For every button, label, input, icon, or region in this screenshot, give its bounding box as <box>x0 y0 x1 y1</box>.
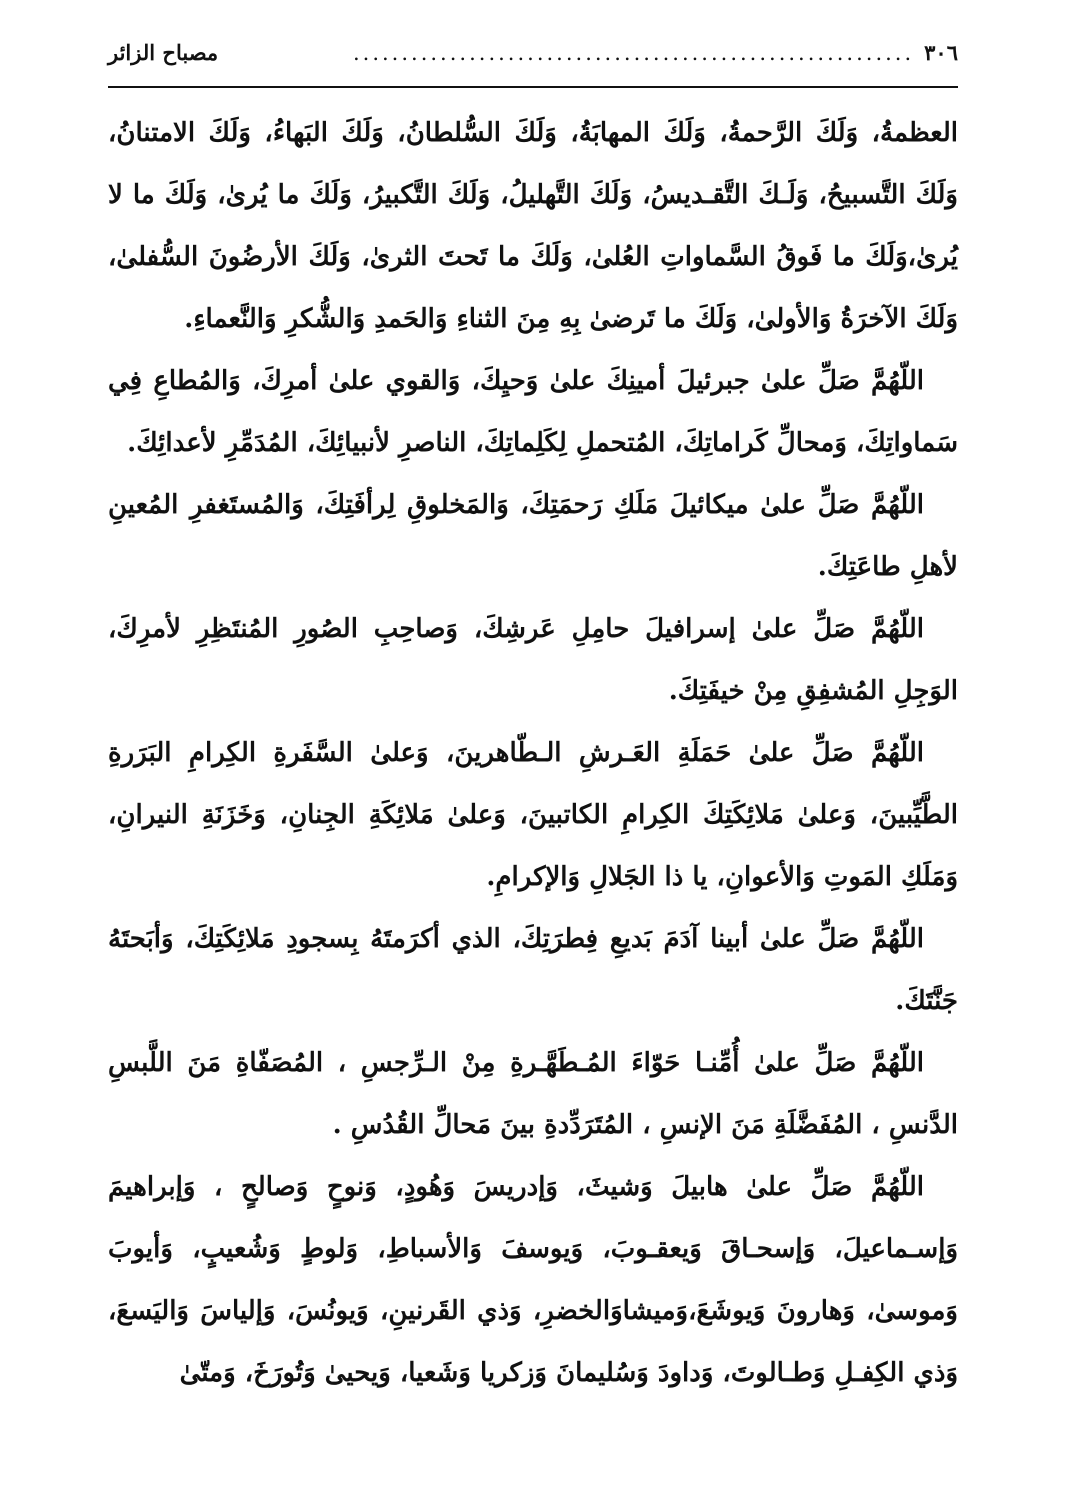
page-body <box>108 102 958 1404</box>
paragraph-prophets: اللّهُمَّ صَلِّ علىٰ هابيلَ وَشيثَ، وَإدريسَ وَهُودٍ، وَنوحٍ وَصالحٍ ، وَإبراهيمَ وَإسـماعيلَ، وَإسحـاقَ وَيعقـوبَ، وَيوسفَ وَالأسباطِ، وَلوطٍ وَشُعيبٍ، وَأيوبَ وَموسىٰ، وَهارونَ وَيوشَعَ،وَميشاوَالخضرِ، وَذي القَرنينِ، وَيونُسَ، وَإلياسَ وَاليَسعَ، وَذي الكِفـلِ وَطـالوتَ، وَداودَ وَسُليمانَ وَزكريا وَشَعيا، وَيحيىٰ وَتُورَخَ، وَمتّىٰ <box>108 1172 958 1388</box>
paragraph-hawwa: اللّهُمَّ صَلِّ علىٰ أُمِّنـا حَوّاءَ المُـطَهَّـرةِ مِنْ الـرِّجسِ ، المُصَفّاةِ مَنَ اللَّبسِ الدَّنسِ ، المُفَضَّلَةِ مَنَ الإنسِ ، المُتَرَدِّدةِ بينَ مَحالِّ القُدُسِ . <box>108 1048 958 1140</box>
header-leader-dots: .......................................................... <box>352 41 915 65</box>
paragraph-mikail: اللّهُمَّ صَلِّ علىٰ ميكائيلَ مَلَكِ رَحمَتِكَ، وَالمَخلوقِ لِرأفَتِكَ، وَالمُستَغفرِ المُعينِ لأهلِ طاعَتِكَ. <box>108 490 958 582</box>
paragraph-continuation: العظمةُ، وَلَكَ الرَّحمةُ، وَلَكَ المهابَةُ، وَلَكَ السُّلطانُ، وَلَكَ البَهاءُ، وَلَكَ الامتنانُ، وَلَكَ التَّسبيحُ، وَلَـكَ التَّقـديسُ، وَلَكَ التَّهليلُ، وَلَكَ التَّكبيرُ، وَلَكَ ما يُرىٰ، وَلَكَ ما لا يُرىٰ،وَلَكَ ما فَوقُ السَّماواتِ العُلىٰ، وَلَكَ ما تَحتَ الثرىٰ، وَلَكَ الأرضُونَ السُّفلىٰ، وَلَكَ الآخرَةُ وَالأولىٰ، وَلَكَ ما تَرضىٰ بِهِ مِنَ الثناءِ وَالحَمدِ وَالشُّكرِ وَالنَّعماءِ. <box>108 118 958 334</box>
running-header <box>108 40 958 88</box>
paragraph-jibril: اللّهُمَّ صَلِّ علىٰ جبرئيلَ أمينِكَ علىٰ وَحيِكَ، وَالقوي علىٰ أمرِكَ، وَالمُطاعِ فِي سَماواتِكَ، وَمحالِّ كَراماتِكَ، المُتحملِ لِكَلِماتِكَ، الناصرِ لأنبيائِكَ، المُدَمِّرِ لأعدائِكَ. <box>108 366 958 458</box>
page-number: ٣٠٦ <box>924 40 958 65</box>
paragraph-israfil: اللّهُمَّ صَلِّ علىٰ إسرافيلَ حامِلِ عَرشِكَ، وَصاحِبِ الصُورِ المُنتَظِرِ لأمرِكَ، الوَجِلِ المُشفِقِ مِنْ خيفَتِكَ. <box>108 614 958 706</box>
paragraph-adam: اللّهُمَّ صَلِّ علىٰ أبينا آدَمَ بَديعِ فِطرَتِكَ، الذي أكرَمتَهُ بِسجودِ مَلائِكَتِكَ، وَأبَحتَهُ جَنَّتَكَ. <box>108 924 958 1016</box>
book-title: مصباح الزائر <box>108 40 219 65</box>
paragraph-throne-bearers: اللّهُمَّ صَلِّ علىٰ حَمَلَةِ العَـرشِ الـطّاهرينَ، وَعلىٰ السَّفَرةِ الكِرامِ البَرَرةِ الطَّيِّبينَ، وَعلىٰ مَلائِكَتِكَ الكِرامِ الكاتبينَ، وَعلىٰ مَلائِكَةِ الجِنانِ، وَخَزَنَةِ النيرانِ، وَمَلَكِ المَوتِ وَالأعوانِ، يا ذا الجَلالِ وَالإكرامِ. <box>108 738 958 892</box>
